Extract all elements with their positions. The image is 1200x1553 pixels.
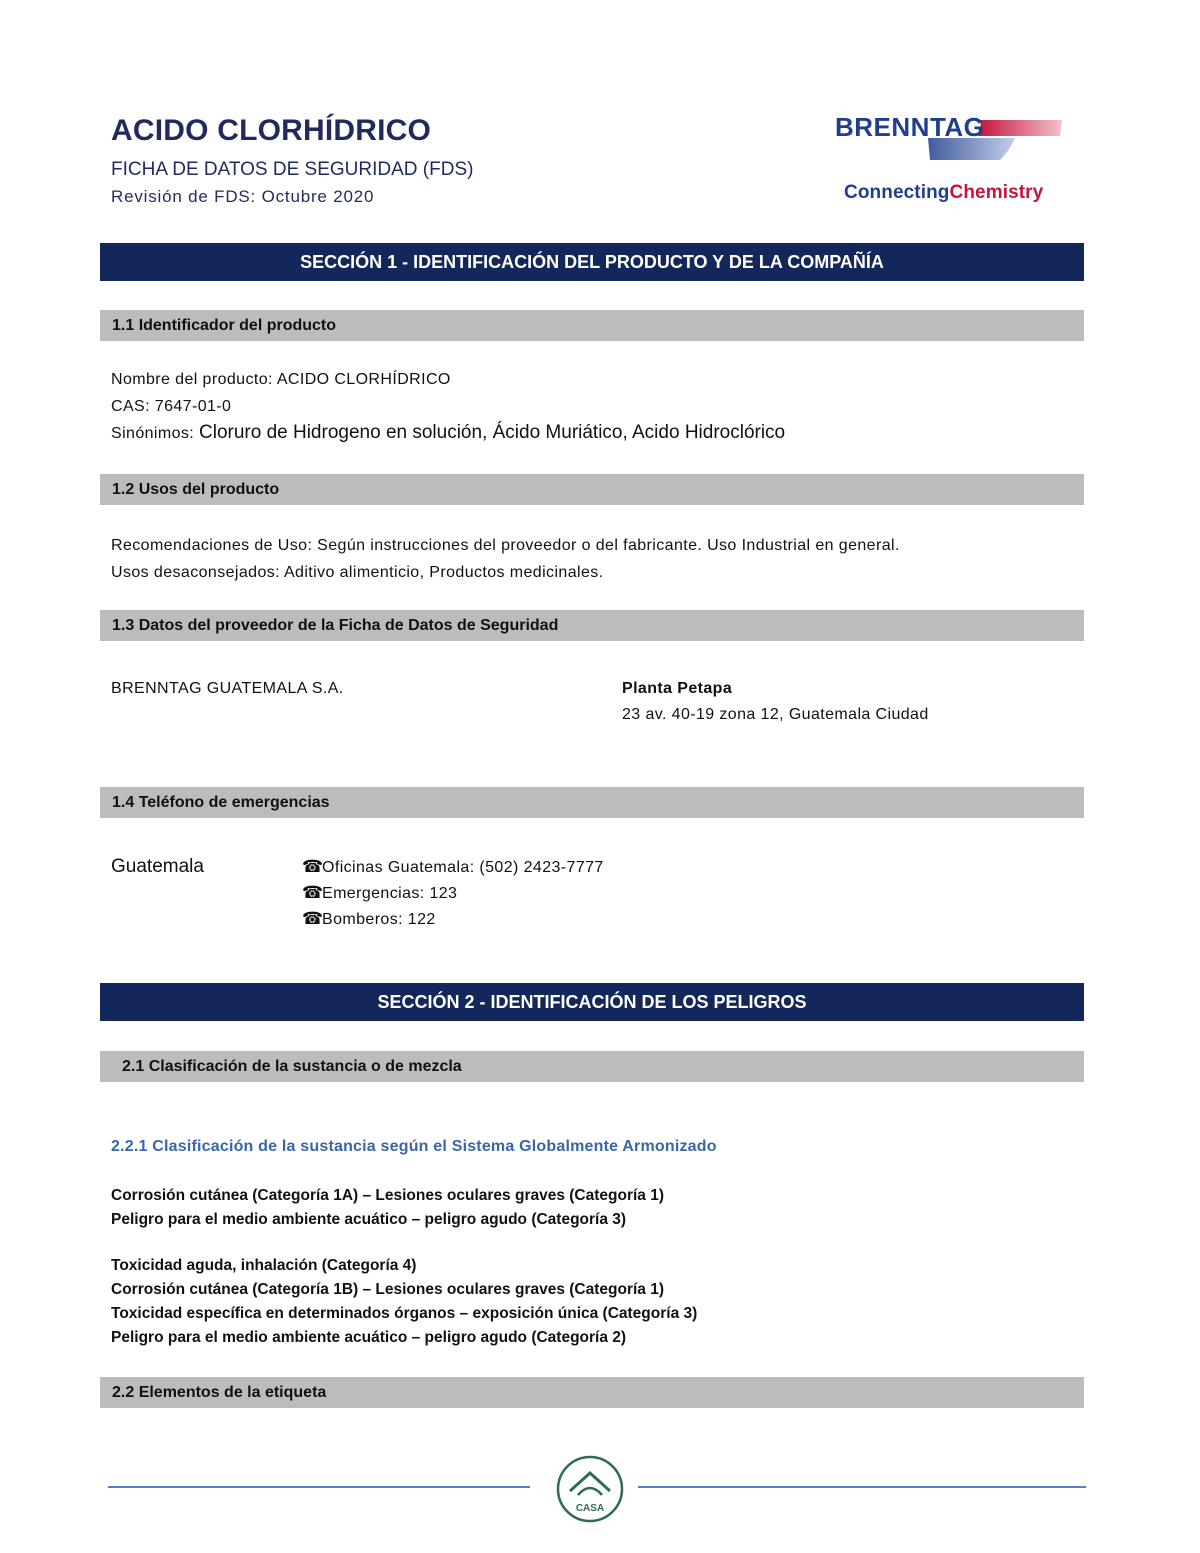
- product-name: Nombre del producto: ACIDO CLORHÍDRICO: [111, 371, 451, 388]
- tagline-part-b: Chemistry: [949, 182, 1044, 203]
- phone-office: Oficinas Guatemala: (502) 2423-7777: [322, 859, 604, 876]
- hazard-line: Toxicidad aguda, inhalación (Categoría 4): [111, 1257, 417, 1274]
- subsection-2-2-1-heading: 2.2.1 Clasificación de la sustancia según el Sistema Globalmente Armonizado: [111, 1138, 717, 1155]
- footer-rule-right: [638, 1486, 1086, 1488]
- hazard-line: Toxicidad específica en determinados órganos – exposición única (Categoría 3): [111, 1305, 698, 1322]
- phone-line-2: [302, 883, 457, 903]
- document-subtitle: FICHA DE DATOS DE SEGURIDAD (FDS): [111, 159, 474, 180]
- telephone-icon: ☎: [302, 857, 324, 876]
- phone-line-3: [302, 909, 436, 929]
- phone-firefighters: Bomberos: 122: [322, 911, 436, 928]
- hazard-line: Corrosión cutánea (Categoría 1A) – Lesiones oculares graves (Categoría 1): [111, 1187, 665, 1204]
- synonyms: [111, 422, 785, 444]
- supplier-company: BRENNTAG GUATEMALA S.A.: [111, 680, 344, 697]
- supplier-plant: Planta Petapa: [622, 680, 733, 697]
- synonyms-value: Cloruro de Hidrogeno en solución, Ácido Muriático, Acido Hidroclórico: [199, 422, 786, 443]
- subsection-2-2-header: 2.2 Elementos de la etiqueta: [100, 1377, 1084, 1408]
- section-2-header: SECCIÓN 2 - IDENTIFICACIÓN DE LOS PELIGROS: [100, 983, 1084, 1021]
- subsection-1-4-header: 1.4 Teléfono de emergencias: [100, 787, 1084, 818]
- hazard-line: Corrosión cutánea (Categoría 1B) – Lesiones oculares graves (Categoría 1): [111, 1281, 665, 1298]
- footer-rule-left: [108, 1486, 530, 1488]
- brenntag-logo: BRENNTAG: [835, 112, 985, 142]
- subsection-2-1-header: 2.1 Clasificación de la sustancia o de mezcla: [100, 1051, 1084, 1082]
- document-title: ACIDO CLORHÍDRICO: [111, 114, 432, 147]
- tagline-part-a: Connecting: [844, 182, 950, 203]
- cas-number: CAS: 7647-01-0: [111, 398, 232, 415]
- hazard-line: Peligro para el medio ambiente acuático – peligro agudo (Categoría 3): [111, 1211, 627, 1228]
- revision-date: Revisión de FDS: Octubre 2020: [111, 187, 375, 206]
- casa-seal-icon: [556, 1455, 624, 1523]
- tagline: [844, 182, 1043, 204]
- synonyms-label: Sinónimos:: [111, 425, 199, 442]
- phone-line-1: [302, 857, 604, 877]
- recommended-uses: Recomendaciones de Uso: Según instrucciones del proveedor o del fabricante. Uso Industrial en general.: [111, 537, 900, 554]
- emergency-country: Guatemala: [111, 856, 204, 877]
- hazard-line: Peligro para el medio ambiente acuático – peligro agudo (Categoría 2): [111, 1329, 627, 1346]
- subsection-1-1-header: 1.1 Identificador del producto: [100, 310, 1084, 341]
- discouraged-uses: Usos desaconsejados: Aditivo alimenticio, Productos medicinales.: [111, 564, 604, 581]
- phone-emergency: Emergencias: 123: [322, 885, 458, 902]
- supplier-address: 23 av. 40-19 zona 12, Guatemala Ciudad: [622, 706, 929, 723]
- telephone-icon: ☎: [302, 883, 324, 902]
- seal-text: CASA: [575, 1503, 605, 1514]
- telephone-icon: ☎: [302, 909, 324, 928]
- subsection-1-3-header: 1.3 Datos del proveedor de la Ficha de Datos de Seguridad: [100, 610, 1084, 641]
- subsection-1-2-header: 1.2 Usos del producto: [100, 474, 1084, 505]
- section-1-header: SECCIÓN 1 - IDENTIFICACIÓN DEL PRODUCTO Y DE LA COMPAÑÍA: [100, 243, 1084, 281]
